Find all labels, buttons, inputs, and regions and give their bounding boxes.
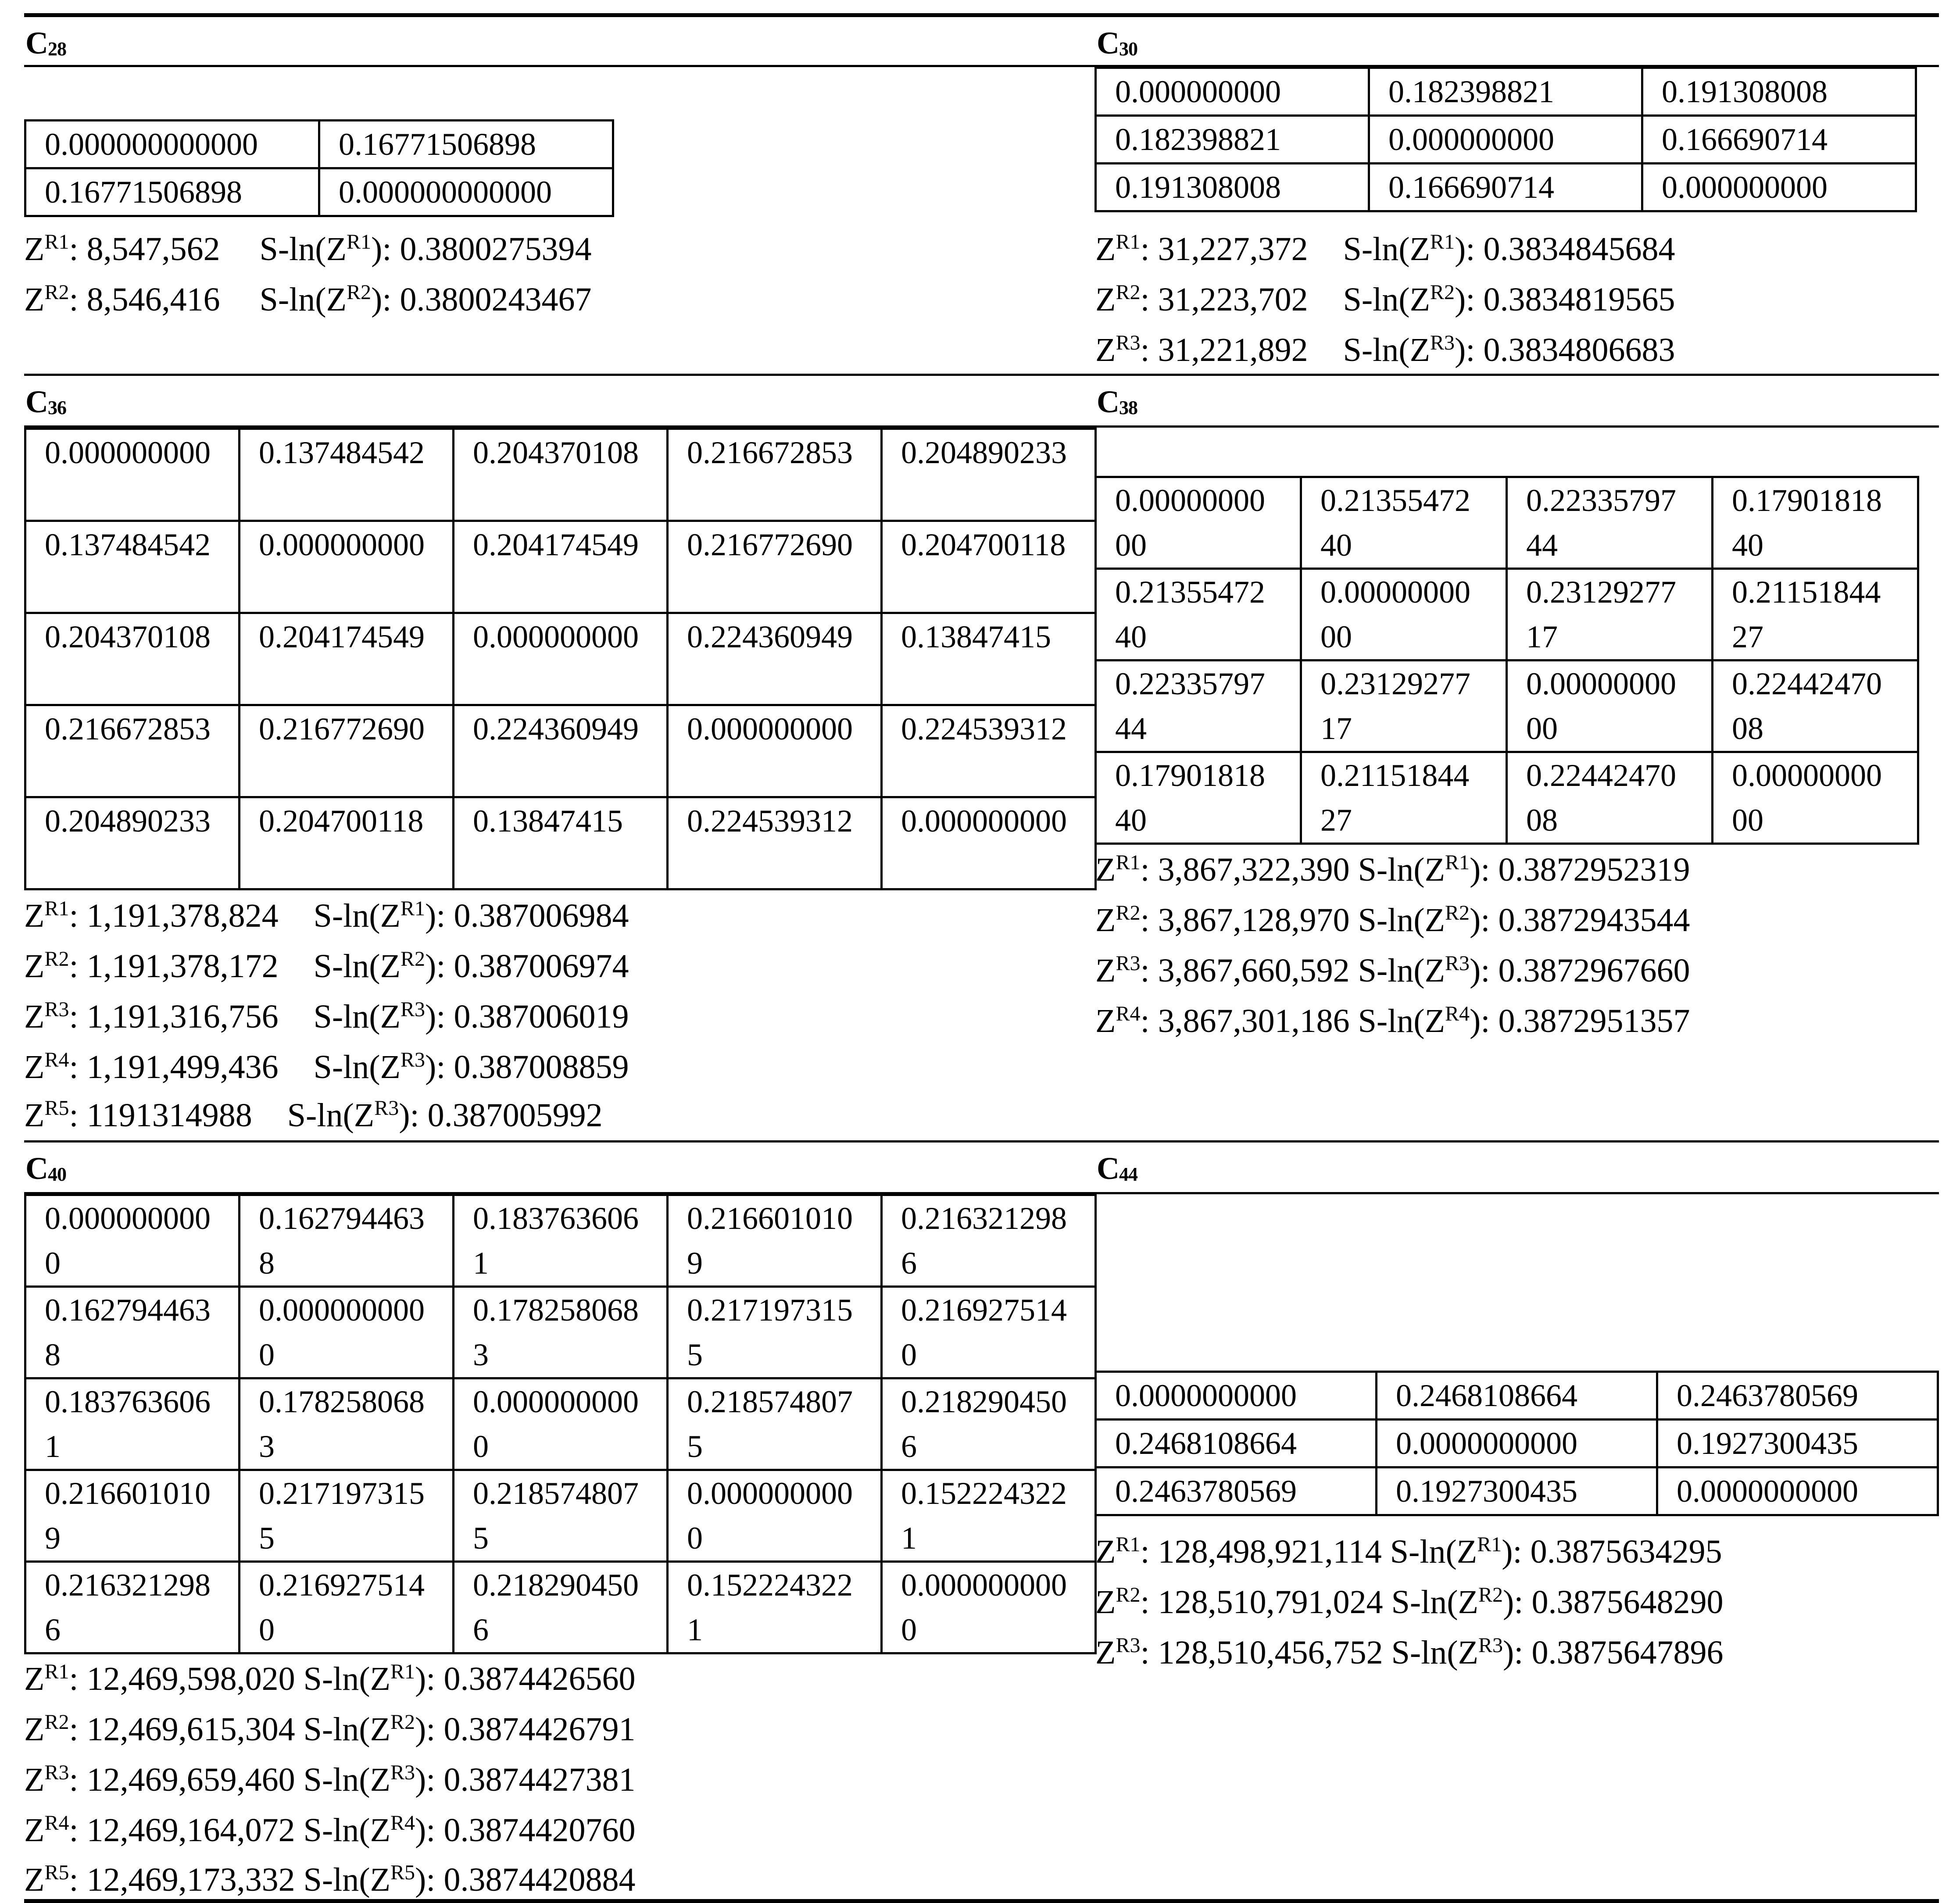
z-result-line: $Z^{R1}$: 12,469,598,020 $S-\ln(Z^{R1})$: 0.3874426560 bbox=[24, 1660, 636, 1697]
matrix-cell: 0.166690714 bbox=[1642, 116, 1916, 164]
matrix-cell: 0.224360949 bbox=[668, 613, 882, 705]
matrix-cell: 0.0000000000 bbox=[454, 1378, 668, 1470]
section-title-c30: $C_{30}$ bbox=[1097, 25, 1137, 61]
matrix-cell: 0.2463780569 bbox=[1096, 1467, 1377, 1515]
z-result-line: $Z^{R1}$: 8,547,562 $S-\ln(Z^{R1})$: 0.3800275394 bbox=[24, 230, 592, 268]
matrix-cell: 0.2169275140 bbox=[240, 1562, 454, 1653]
matrix-cell: 0.2185748075 bbox=[454, 1470, 668, 1562]
matrix-row bbox=[25, 521, 1096, 613]
matrix-cell: 0.216672853 bbox=[668, 429, 882, 521]
matrix-cell: 0.224360949 bbox=[454, 705, 668, 797]
z-result-line: $Z^{R2}$: 3,867,128,970 $S-\ln(Z^{R2})$: 0.3872943544 bbox=[1095, 901, 1690, 939]
matrix-cell: 0.166690714 bbox=[1369, 164, 1642, 211]
matrix-cell: 0.2163212986 bbox=[25, 1562, 240, 1653]
z-result-line: $Z^{R5}$: 1191314988 $S-\ln(Z^{R3})$: 0.387005992 bbox=[24, 1096, 603, 1134]
table-bottom-rule bbox=[24, 1899, 1939, 1903]
z-result-line: $Z^{R3}$: 3,867,660,592 $S-\ln(Z^{R3})$: 0.3872967660 bbox=[1095, 952, 1690, 989]
matrix-cell: 0.2468108664 bbox=[1096, 1420, 1377, 1467]
matrix-cell: 0.000000000 bbox=[240, 521, 454, 613]
distance-matrix-c38 bbox=[1094, 476, 1919, 845]
matrix-cell: 0.000000000000 bbox=[25, 121, 319, 168]
matrix-cell: 0.0000000000 bbox=[1507, 661, 1713, 752]
matrix-cell: 0.204700118 bbox=[240, 797, 454, 889]
matrix-cell: 0.2463780569 bbox=[1657, 1372, 1938, 1420]
matrix-cell: 0.2182904506 bbox=[882, 1378, 1096, 1470]
matrix-row bbox=[25, 1470, 1096, 1562]
matrix-cell: 0.000000000000 bbox=[319, 168, 613, 216]
matrix-row bbox=[1096, 1372, 1938, 1420]
matrix-row bbox=[25, 1195, 1096, 1287]
matrix-cell: 0.2312927717 bbox=[1507, 569, 1713, 661]
matrix-cell: 0.0000000000 bbox=[668, 1470, 882, 1562]
matrix-cell: 0.000000000 bbox=[454, 613, 668, 705]
matrix-cell: 0.0000000000 bbox=[240, 1287, 454, 1378]
section-title-c40: $C_{40}$ bbox=[25, 1151, 66, 1186]
matrix-cell: 0.2163212986 bbox=[882, 1195, 1096, 1287]
matrix-cell: 0.2169275140 bbox=[882, 1287, 1096, 1378]
matrix-cell: 0.2244247008 bbox=[1713, 661, 1918, 752]
matrix-cell: 0.1782580683 bbox=[240, 1378, 454, 1470]
matrix-row bbox=[25, 429, 1096, 521]
matrix-cell: 0.000000000 bbox=[1369, 116, 1642, 164]
matrix-cell: 0.2185748075 bbox=[668, 1378, 882, 1470]
matrix-cell: 0.1522243221 bbox=[668, 1562, 882, 1653]
matrix-cell: 0.1522243221 bbox=[882, 1470, 1096, 1562]
matrix-cell: 0.2135547240 bbox=[1096, 569, 1301, 661]
matrix-cell: 0.1927300435 bbox=[1657, 1420, 1938, 1467]
matrix-cell: 0.0000000000 bbox=[1657, 1467, 1938, 1515]
matrix-cell: 0.16771506898 bbox=[319, 121, 613, 168]
matrix-row bbox=[1096, 752, 1918, 844]
matrix-cell: 0.2135547240 bbox=[1301, 477, 1507, 569]
matrix-cell: 0.191308008 bbox=[1642, 68, 1916, 116]
z-result-line: $Z^{R4}$: 12,469,164,072 $S-\ln(Z^{R4})$: 0.3874420760 bbox=[24, 1811, 636, 1849]
z-result-line: $Z^{R2}$: 8,546,416 $S-\ln(Z^{R2})$: 0.3800243467 bbox=[24, 281, 592, 318]
matrix-cell: 0.2171973155 bbox=[240, 1470, 454, 1562]
matrix-cell: 0.2244247008 bbox=[1507, 752, 1713, 844]
matrix-cell: 0.13847415 bbox=[882, 613, 1096, 705]
matrix-cell: 0.2182904506 bbox=[454, 1562, 668, 1653]
matrix-cell: 0.000000000 bbox=[882, 797, 1096, 889]
z-result-line: $Z^{R2}$: 31,223,702 $S-\ln(Z^{R2})$: 0.3834819565 bbox=[1095, 281, 1675, 318]
matrix-cell: 0.0000000000 bbox=[1096, 477, 1301, 569]
matrix-cell: 0.0000000000 bbox=[1377, 1420, 1657, 1467]
matrix-cell: 0.216772690 bbox=[240, 705, 454, 797]
matrix-row bbox=[1096, 164, 1916, 211]
matrix-cell: 0.1837636061 bbox=[25, 1378, 240, 1470]
matrix-cell: 0.204370108 bbox=[25, 613, 240, 705]
distance-matrix-c30 bbox=[1094, 67, 1917, 212]
matrix-cell: 0.000000000 bbox=[25, 429, 240, 521]
z-result-line: $Z^{R1}$: 128,498,921,114 $S-\ln(Z^{R1})$: 0.3875634295 bbox=[1095, 1533, 1722, 1570]
matrix-cell: 0.2468108664 bbox=[1377, 1372, 1657, 1420]
matrix-cell: 0.1927300435 bbox=[1377, 1467, 1657, 1515]
matrix-cell: 0.204174549 bbox=[454, 521, 668, 613]
matrix-cell: 0.0000000000 bbox=[882, 1562, 1096, 1653]
matrix-cell: 0.224539312 bbox=[882, 705, 1096, 797]
z-result-line: $Z^{R3}$: 128,510,456,752 $S-\ln(Z^{R3})$: 0.3875647896 bbox=[1095, 1634, 1724, 1671]
matrix-cell: 0.1627944638 bbox=[25, 1287, 240, 1378]
matrix-cell: 0.1627944638 bbox=[240, 1195, 454, 1287]
table-top-rule bbox=[24, 13, 1939, 17]
matrix-cell: 0.204370108 bbox=[454, 429, 668, 521]
matrix-cell: 0.2233579744 bbox=[1096, 661, 1301, 752]
matrix-row bbox=[25, 797, 1096, 889]
section-title-c28: $C_{28}$ bbox=[25, 25, 66, 61]
matrix-cell: 0.182398821 bbox=[1096, 116, 1369, 164]
matrix-row bbox=[25, 613, 1096, 705]
distance-matrix-c28 bbox=[24, 119, 614, 217]
matrix-cell: 0.000000000 bbox=[1096, 68, 1369, 116]
matrix-row bbox=[1096, 1420, 1938, 1467]
matrix-cell: 0.1837636061 bbox=[454, 1195, 668, 1287]
z-result-line: $Z^{R3}$: 1,191,316,756 $S-\ln(Z^{R3})$: 0.387006019 bbox=[24, 998, 629, 1035]
z-result-line: $Z^{R1}$: 31,227,372 $S-\ln(Z^{R1})$: 0.3834845684 bbox=[1095, 230, 1675, 268]
matrix-cell: 0.0000000000 bbox=[1301, 569, 1507, 661]
matrix-row bbox=[25, 1378, 1096, 1470]
z-result-line: $Z^{R2}$: 12,469,615,304 $S-\ln(Z^{R2})$: 0.3874426791 bbox=[24, 1710, 636, 1748]
matrix-cell: 0.204890233 bbox=[25, 797, 240, 889]
matrix-cell: 0.0000000000 bbox=[1713, 752, 1918, 844]
section-divider-row1 bbox=[24, 374, 1939, 376]
matrix-row bbox=[25, 1287, 1096, 1378]
distance-matrix-c36 bbox=[24, 428, 1097, 890]
distance-matrix-c44 bbox=[1094, 1371, 1939, 1516]
z-result-line: $Z^{R2}$: 128,510,791,024 $S-\ln(Z^{R2})$: 0.3875648290 bbox=[1095, 1583, 1724, 1621]
z-result-line: $Z^{R4}$: 1,191,499,436 $S-\ln(Z^{R3})$: 0.387008859 bbox=[24, 1048, 629, 1085]
matrix-cell: 0.204700118 bbox=[882, 521, 1096, 613]
matrix-cell: 0.2233579744 bbox=[1507, 477, 1713, 569]
matrix-row bbox=[1096, 1467, 1938, 1515]
matrix-row bbox=[1096, 116, 1916, 164]
matrix-cell: 0.137484542 bbox=[240, 429, 454, 521]
matrix-cell: 0.0000000000 bbox=[25, 1195, 240, 1287]
z-result-line: $Z^{R1}$: 3,867,322,390 $S-\ln(Z^{R1})$: 0.3872952319 bbox=[1095, 851, 1690, 888]
matrix-cell: 0.1790181840 bbox=[1096, 752, 1301, 844]
matrix-cell: 0.1790181840 bbox=[1713, 477, 1918, 569]
distance-matrix-c40 bbox=[24, 1194, 1097, 1654]
matrix-row bbox=[1096, 569, 1918, 661]
matrix-cell: 0.204174549 bbox=[240, 613, 454, 705]
matrix-row bbox=[25, 121, 613, 168]
matrix-cell: 0.204890233 bbox=[882, 429, 1096, 521]
z-result-line: $Z^{R3}$: 31,221,892 $S-\ln(Z^{R3})$: 0.3834806683 bbox=[1095, 331, 1675, 368]
matrix-cell: 0.2171973155 bbox=[668, 1287, 882, 1378]
section-divider-row2 bbox=[24, 1140, 1939, 1143]
matrix-cell: 0.224539312 bbox=[668, 797, 882, 889]
matrix-cell: 0.13847415 bbox=[454, 797, 668, 889]
matrix-cell: 0.000000000 bbox=[668, 705, 882, 797]
section-title-c38: $C_{38}$ bbox=[1097, 384, 1137, 419]
matrix-cell: 0.1782580683 bbox=[454, 1287, 668, 1378]
matrix-cell: 0.000000000 bbox=[1642, 164, 1916, 211]
z-result-line: $Z^{R3}$: 12,469,659,460 $S-\ln(Z^{R3})$: 0.3874427381 bbox=[24, 1761, 636, 1798]
matrix-row bbox=[1096, 661, 1918, 752]
matrix-cell: 0.2312927717 bbox=[1301, 661, 1507, 752]
matrix-cell: 0.2166010109 bbox=[668, 1195, 882, 1287]
matrix-row bbox=[1096, 477, 1918, 569]
matrix-cell: 0.191308008 bbox=[1096, 164, 1369, 211]
matrix-cell: 0.2115184427 bbox=[1713, 569, 1918, 661]
matrix-row bbox=[25, 705, 1096, 797]
section-title-c44: $C_{44}$ bbox=[1097, 1151, 1137, 1186]
matrix-row bbox=[25, 1562, 1096, 1653]
z-result-line: $Z^{R1}$: 1,191,378,824 $S-\ln(Z^{R1})$: 0.387006984 bbox=[24, 897, 629, 934]
section-title-c36: $C_{36}$ bbox=[25, 384, 66, 419]
matrix-cell: 0.216672853 bbox=[25, 705, 240, 797]
matrix-cell: 0.16771506898 bbox=[25, 168, 319, 216]
matrix-cell: 0.216772690 bbox=[668, 521, 882, 613]
matrix-cell: 0.0000000000 bbox=[1096, 1372, 1377, 1420]
z-result-line: $Z^{R4}$: 3,867,301,186 $S-\ln(Z^{R4})$: 0.3872951357 bbox=[1095, 1002, 1690, 1039]
z-result-line: $Z^{R2}$: 1,191,378,172 $S-\ln(Z^{R2})$: 0.387006974 bbox=[24, 947, 629, 985]
matrix-cell: 0.137484542 bbox=[25, 521, 240, 613]
z-result-line: $Z^{R5}$: 12,469,173,332 $S-\ln(Z^{R5})$: 0.3874420884 bbox=[24, 1861, 636, 1898]
matrix-cell: 0.2166010109 bbox=[25, 1470, 240, 1562]
matrix-cell: 0.182398821 bbox=[1369, 68, 1642, 116]
matrix-row bbox=[1096, 68, 1916, 116]
matrix-row bbox=[25, 168, 613, 216]
matrix-cell: 0.2115184427 bbox=[1301, 752, 1507, 844]
